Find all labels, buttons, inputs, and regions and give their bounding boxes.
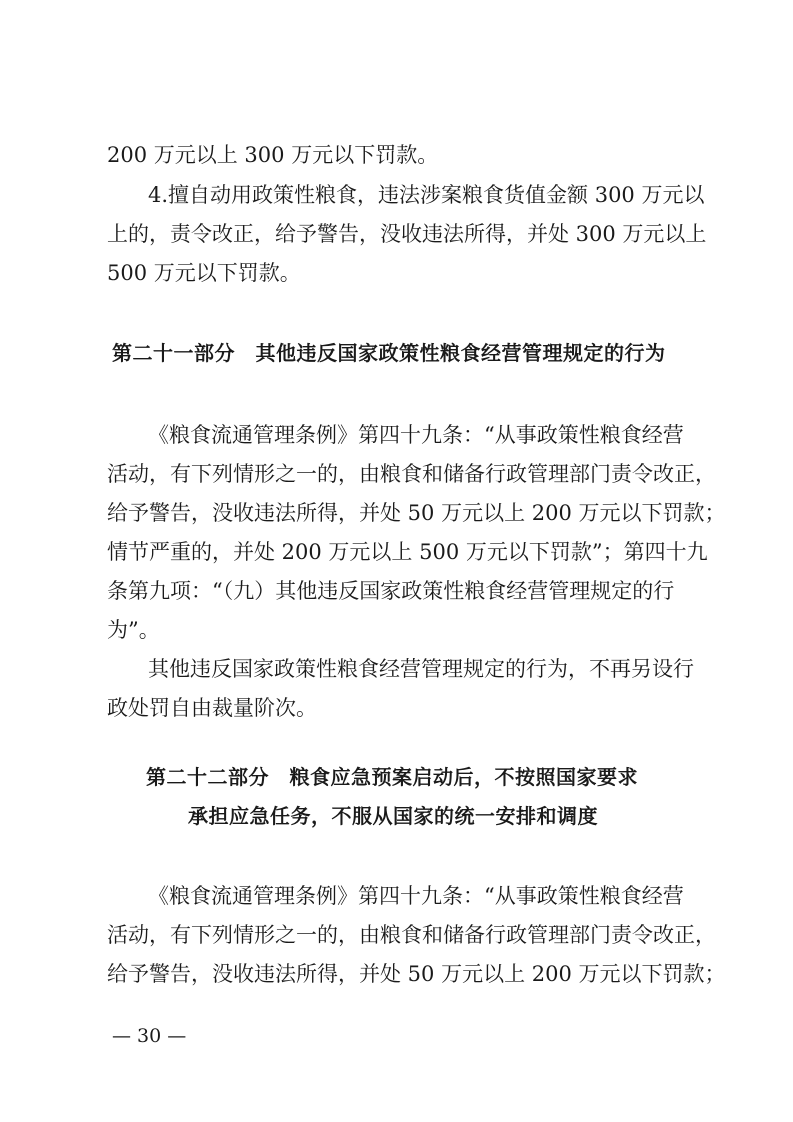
body-line: 上的，责令改正，给予警告，没收违法所得，并处 300 万元以上 bbox=[107, 222, 707, 246]
body-line: 给予警告，没收违法所得，并处 50 万元以上 200 万元以下罚款； bbox=[107, 962, 726, 986]
section-heading: 承担应急任务，不服从国家的统一安排和调度 bbox=[188, 804, 598, 828]
body-line: 为”。 bbox=[107, 618, 160, 642]
body-line: 活动，有下列情形之一的，由粮食和储备行政管理部门责令改正， bbox=[107, 462, 716, 486]
body-line: 200 万元以上 300 万元以下罚款。 bbox=[107, 143, 439, 167]
body-line: 其他违反国家政策性粮食经营管理规定的行为，不再另设行 bbox=[148, 657, 694, 681]
body-line: 条第九项：“（九）其他违反国家政策性粮食经营管理规定的行 bbox=[107, 579, 675, 603]
body-line: 500 万元以下罚款。 bbox=[107, 261, 301, 285]
section-heading: 第二十一部分 其他违反国家政策性粮食经营管理规定的行为 bbox=[112, 341, 666, 365]
body-line: 《粮食流通管理条例》第四十九条：“从事政策性粮食经营 bbox=[148, 884, 684, 908]
body-line: 《粮食流通管理条例》第四十九条：“从事政策性粮食经营 bbox=[148, 423, 684, 447]
body-line: 4.擅自动用政策性粮食，违法涉案粮食货值金额 300 万元以 bbox=[148, 183, 705, 207]
page-number: — 30 — bbox=[112, 1025, 187, 1047]
body-line: 活动，有下列情形之一的，由粮食和储备行政管理部门责令改正， bbox=[107, 923, 716, 947]
body-line: 情节严重的，并处 200 万元以上 500 万元以下罚款”；第四十九 bbox=[107, 540, 708, 564]
body-line: 政处罚自由裁量阶次。 bbox=[107, 696, 317, 720]
body-line: 给予警告，没收违法所得，并处 50 万元以上 200 万元以下罚款； bbox=[107, 501, 726, 525]
section-heading: 第二十二部分 粮食应急预案启动后，不按照国家要求 bbox=[146, 765, 638, 789]
